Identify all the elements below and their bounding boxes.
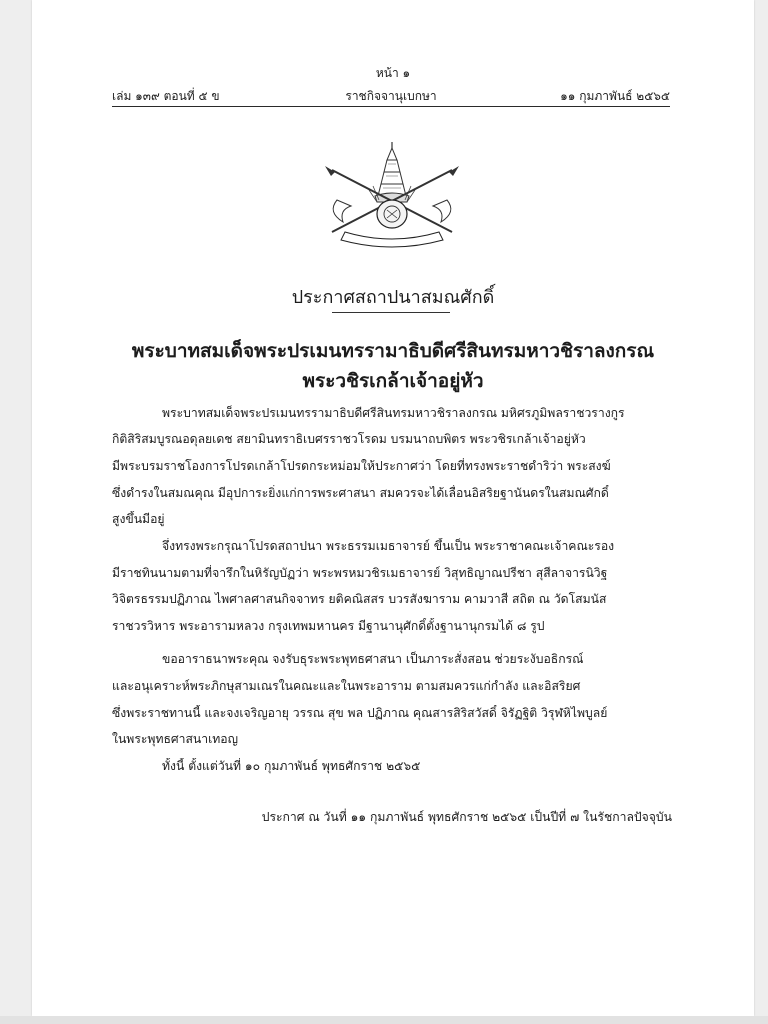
body-line: ซึ่งดำรงในสมณคุณ มีอุปการะยิ่งแก่การพระศาสนา สมควรจะได้เลื่อนอิสริยฐานันดรในสมณศักดิ์ [112,486,609,500]
signature-line: ประกาศ ณ วันที่ ๑๑ กุมภาพันธ์ พุทธศักราช ๒๕๖๕ เป็นปีที่ ๗ ในรัชกาลปัจจุบัน [261,810,672,824]
body-line: กิติสิริสมบูรณอดุลยเดช สยามินทราธิเบศรราชวโรดม บรมนาถบพิตร พระวชิรเกล้าเจ้าอยู่หัว [112,432,586,446]
body-line: พระบาทสมเด็จพระปรเมนทรรามาธิบดีศรีสินทรมหาวชิราลงกรณ มหิศรภูมิพลราชวรางกูร [162,406,625,420]
body-line: ทั้งนี้ ตั้งแต่วันที่ ๑๐ กุมภาพันธ์ พุทธศักราช ๒๕๖๕ [162,759,421,773]
body-line: ราชวรวิหาร พระอารามหลวง กรุงเทพมหานคร มีฐานานุศักดิ์ตั้งฐานานุกรมได้ ๘ รูป [112,619,545,633]
body-line: ซึ่งพระราชทานนี้ และจงเจริญอายุ วรรณ สุข พล ปฏิภาณ คุณสารสิริสวัสดิ์ จิรัฏฐิติ วิรุฬหิไพบูลย์ [112,706,608,720]
king-name-line-1: พระบาทสมเด็จพระปรเมนทรรามาธิบดีศรีสินทรมหาวชิราลงกรณ [131,340,655,362]
body-line: สูงขึ้นมีอยู่ [112,512,165,526]
page-number: หน้า ๑ [375,66,411,80]
king-name-line-2: พระวชิรเกล้าเจ้าอยู่หัว [302,370,484,392]
royal-emblem-icon [317,140,467,250]
gazette-date: ๑๑ กุมภาพันธ์ ๒๕๖๕ [560,89,670,103]
body-line: มีพระบรมราชโองการโปรดเกล้าโปรดกระหม่อมให้ประกาศว่า โดยที่ทรงพระราชดำริว่า พระสงฆ์ [112,459,611,473]
title-underline [332,312,450,313]
body-line: จึ่งทรงพระกรุณาโปรดสถาปนา พระธรรมเมธาจารย์ ขึ้นเป็น พระราชาคณะเจ้าคณะรอง [162,539,615,553]
body-line: วิจิตรธรรมปฏิภาณ ไพศาลศาสนกิจจาทร ยติคณิสสร บวรสังฆาราม คามวาสี สถิต ณ วัดโสมนัส [112,592,607,606]
body-line: มีราชทินนามตามที่จารึกในหิรัญบัฏว่า พระพรหมวชิรเมธาจารย์ วิสุทธิญาณปรีชา สุสีลาจารนิวิฐ [112,566,608,580]
proclamation-title: ประกาศสถาปนาสมณศักดิ์ [291,287,495,308]
body-line: ในพระพุทธศาสนาเทอญ [112,732,239,746]
page-bottom-edge [0,1016,768,1024]
gazette-name: ราชกิจจานุเบกษา [345,89,437,103]
body-line: ขออาราธนาพระคุณ จงรับธุระพระพุทธศาสนา เป็นภาระสั่งสอน ช่วยระงับอธิกรณ์ [162,652,584,666]
body-line: และอนุเคราะห์พระภิกษุสามเณรในคณะและในพระอาราม ตามสมควรแก่กำลัง และอิสริยศ [112,679,581,693]
volume-info: เล่ม ๑๓๙ ตอนที่ ๕ ข [112,89,220,103]
gazette-page [32,0,754,1016]
header-divider [112,106,670,107]
